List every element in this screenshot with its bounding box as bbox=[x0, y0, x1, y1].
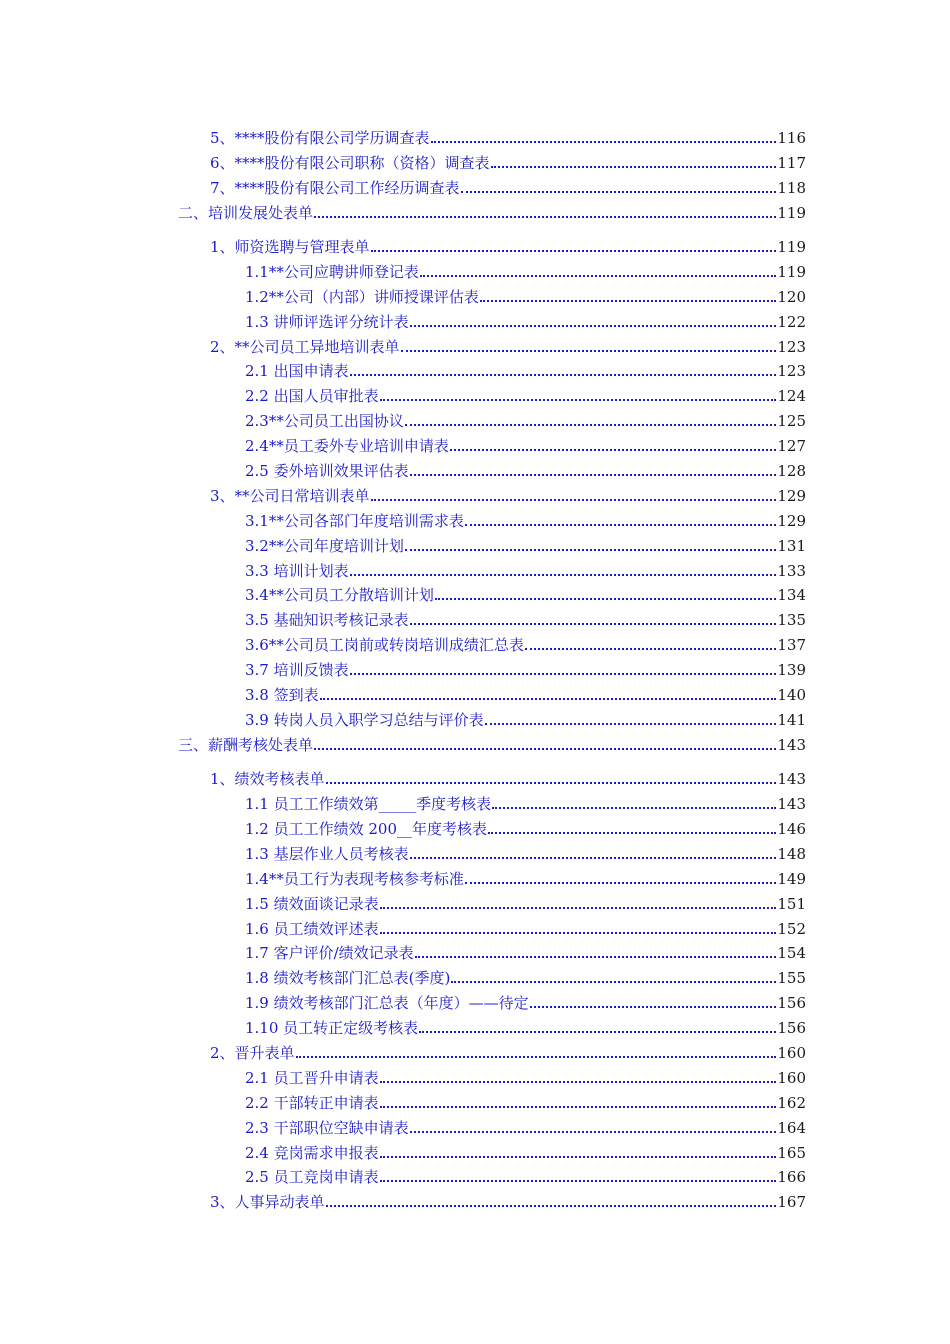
toc-entry-title: 2.1 出国申请表 bbox=[245, 362, 349, 381]
toc-page-number: 124 bbox=[777, 387, 806, 406]
toc-entry-level-2[interactable] bbox=[0, 964, 806, 989]
toc-page-number: 156 bbox=[777, 994, 806, 1013]
toc-entry-level-2[interactable] bbox=[0, 865, 806, 890]
toc-page-number: 127 bbox=[777, 437, 806, 456]
toc-dot-leader bbox=[314, 216, 776, 218]
toc-entry-level-2[interactable] bbox=[0, 507, 806, 532]
toc-entry-level-1[interactable] bbox=[0, 149, 806, 174]
toc-page-number: 137 bbox=[777, 636, 806, 655]
toc-entry-level-2[interactable] bbox=[0, 1014, 806, 1039]
toc-entry-title: 3、人事异动表单 bbox=[210, 1193, 325, 1212]
toc-entry-level-2[interactable] bbox=[0, 1064, 806, 1089]
toc-entry-title: 1.2**公司（内部）讲师授课评估表 bbox=[245, 287, 479, 306]
toc-entry-level-2[interactable] bbox=[0, 1089, 806, 1114]
toc-page-number: 128 bbox=[777, 461, 806, 480]
toc-entry-level-2[interactable] bbox=[0, 457, 806, 482]
toc-page-number: 123 bbox=[777, 362, 806, 381]
toc-dot-leader bbox=[401, 350, 777, 352]
toc-page-number: 143 bbox=[777, 795, 806, 814]
toc-entry-level-2[interactable] bbox=[0, 915, 806, 940]
toc-dot-leader bbox=[350, 673, 777, 675]
toc-entry-title: 1、师资选聘与管理表单 bbox=[210, 237, 370, 256]
toc-entry-title: 2.2 干部转正申请表 bbox=[245, 1093, 379, 1112]
toc-dot-leader bbox=[465, 524, 777, 526]
toc-dot-leader bbox=[410, 1131, 777, 1133]
toc-entry-level-1[interactable] bbox=[0, 482, 806, 507]
toc-page-number: 155 bbox=[777, 969, 806, 988]
toc-dot-leader bbox=[371, 499, 777, 501]
toc-entry-level-1[interactable] bbox=[0, 233, 806, 258]
toc-page-number: 140 bbox=[777, 685, 806, 704]
toc-page-number: 154 bbox=[777, 944, 806, 963]
toc-entry-title: 1、绩效考核表单 bbox=[210, 770, 325, 789]
toc-dot-leader bbox=[380, 1106, 777, 1108]
toc-entry-level-1[interactable] bbox=[0, 1188, 806, 1213]
toc-entry-level-0[interactable] bbox=[0, 199, 806, 224]
toc-page-number: 116 bbox=[777, 128, 806, 147]
toc-entry-level-0[interactable] bbox=[0, 731, 806, 756]
toc-entry-title: 1.7 客户评价/绩效记录表 bbox=[245, 944, 414, 963]
toc-page-number: 165 bbox=[777, 1143, 806, 1162]
toc-entry-level-2[interactable] bbox=[0, 606, 806, 631]
toc-dot-leader bbox=[350, 374, 777, 376]
toc-entry-title: 7、****股份有限公司工作经历调查表 bbox=[210, 178, 460, 197]
toc-dot-leader bbox=[491, 166, 777, 168]
toc-entry-title: 2.5 委外培训效果评估表 bbox=[245, 461, 409, 480]
toc-page-number: 143 bbox=[777, 770, 806, 789]
toc-entry-level-2[interactable] bbox=[0, 840, 806, 865]
toc-page-number: 160 bbox=[777, 1068, 806, 1087]
toc-dot-leader bbox=[410, 325, 777, 327]
toc-dot-leader bbox=[410, 474, 777, 476]
toc-entry-title: 二、培训发展处表单 bbox=[178, 203, 314, 222]
toc-entry-level-2[interactable] bbox=[0, 432, 806, 457]
toc-entry-title: 3.8 签到表 bbox=[245, 685, 319, 704]
toc-dot-leader bbox=[480, 300, 777, 302]
toc-dot-leader bbox=[380, 1156, 777, 1158]
toc-entry-title: 1.3 讲师评选评分统计表 bbox=[245, 312, 409, 331]
toc-page-number: 148 bbox=[777, 844, 806, 863]
toc-entry-level-2[interactable] bbox=[0, 258, 806, 283]
toc-entry-title: 三、薪酬考核处表单 bbox=[178, 735, 314, 754]
toc-entry-title: 1.3 基层作业人员考核表 bbox=[245, 844, 409, 863]
toc-entry-level-2[interactable] bbox=[0, 989, 806, 1014]
toc-entry-title: 1.5 绩效面谈记录表 bbox=[245, 894, 379, 913]
toc-entry-title: 3.4**公司员工分散培训计划 bbox=[245, 586, 434, 605]
toc-entry-title: 2.5 员工竞岗申请表 bbox=[245, 1168, 379, 1187]
toc-entry-title: 3.3 培训计划表 bbox=[245, 561, 349, 580]
toc-dot-leader bbox=[380, 907, 777, 909]
toc-page-number: 151 bbox=[777, 894, 806, 913]
toc-dot-leader bbox=[314, 748, 776, 750]
toc-entry-level-2[interactable] bbox=[0, 940, 806, 965]
toc-dot-leader bbox=[371, 250, 777, 252]
toc-entry-level-2[interactable] bbox=[0, 1164, 806, 1189]
toc-dot-leader bbox=[420, 275, 777, 277]
toc-dot-leader bbox=[525, 648, 777, 650]
toc-page-number: 120 bbox=[777, 287, 806, 306]
toc-entry-title: 3、**公司日常培训表单 bbox=[210, 486, 370, 505]
toc-entry-title: 1.6 员工绩效评述表 bbox=[245, 919, 379, 938]
toc-page-number: 135 bbox=[777, 611, 806, 630]
toc-dot-leader bbox=[415, 956, 777, 958]
toc-entry-level-2[interactable] bbox=[0, 557, 806, 582]
toc-entry-level-1[interactable] bbox=[0, 765, 806, 790]
toc-entry-title: 2.4**员工委外专业培训申请表 bbox=[245, 437, 449, 456]
toc-dot-leader bbox=[380, 1180, 777, 1182]
toc-entry-title: 2.2 出国人员审批表 bbox=[245, 387, 379, 406]
toc-dot-leader bbox=[488, 832, 776, 834]
toc-dot-leader bbox=[350, 574, 777, 576]
toc-page-number: 131 bbox=[777, 536, 806, 555]
toc-dot-leader bbox=[419, 1031, 776, 1033]
toc-entry-title: 3.5 基础知识考核记录表 bbox=[245, 611, 409, 630]
toc-entry-title: 5、****股份有限公司学历调查表 bbox=[210, 128, 430, 147]
toc-page-number: 149 bbox=[777, 869, 806, 888]
toc-page-number: 119 bbox=[777, 203, 806, 222]
toc-entry-level-1[interactable] bbox=[0, 333, 806, 358]
toc-entry-level-2[interactable] bbox=[0, 815, 806, 840]
table-of-contents bbox=[0, 124, 950, 1213]
toc-entry-title: 1.10 员工转正定级考核表 bbox=[245, 1019, 419, 1038]
toc-page-number: 119 bbox=[777, 262, 806, 281]
toc-page-number: 133 bbox=[777, 561, 806, 580]
toc-entry-title: 2.3**公司员工出国协议 bbox=[245, 412, 404, 431]
toc-entry-level-2[interactable] bbox=[0, 407, 806, 432]
toc-page-number: 167 bbox=[777, 1193, 806, 1212]
toc-page-number: 134 bbox=[777, 586, 806, 605]
toc-entry-level-2[interactable] bbox=[0, 706, 806, 731]
toc-entry-title: 2.3 干部职位空缺申请表 bbox=[245, 1118, 409, 1137]
toc-dot-leader bbox=[461, 191, 777, 193]
toc-entry-title: 1.9 绩效考核部门汇总表（年度）——待定 bbox=[245, 994, 529, 1013]
toc-entry-title: 3.2**公司年度培训计划 bbox=[245, 536, 404, 555]
toc-dot-leader bbox=[405, 549, 777, 551]
toc-dot-leader bbox=[326, 782, 777, 784]
toc-page-number: 122 bbox=[777, 312, 806, 331]
toc-dot-leader bbox=[485, 723, 777, 725]
toc-dot-leader bbox=[465, 882, 777, 884]
toc-entry-title: 3.1**公司各部门年度培训需求表 bbox=[245, 511, 464, 530]
toc-entry-level-2[interactable] bbox=[0, 582, 806, 607]
toc-dot-leader bbox=[435, 598, 777, 600]
toc-page-number: 152 bbox=[777, 919, 806, 938]
toc-dot-leader bbox=[320, 698, 777, 700]
toc-page-number: 166 bbox=[777, 1168, 806, 1187]
toc-entry-level-2[interactable] bbox=[0, 283, 806, 308]
toc-entry-level-2[interactable] bbox=[0, 382, 806, 407]
toc-page-number: 119 bbox=[777, 237, 806, 256]
toc-entry-title: 1.2 员工工作绩效 200__年度考核表 bbox=[245, 819, 488, 838]
toc-entry-level-2[interactable] bbox=[0, 1139, 806, 1164]
toc-entry-title: 1.8 绩效考核部门汇总表(季度) bbox=[245, 969, 451, 988]
toc-dot-leader bbox=[405, 424, 777, 426]
toc-page-number: 129 bbox=[777, 511, 806, 530]
toc-page-number: 139 bbox=[777, 661, 806, 680]
toc-dot-leader bbox=[492, 807, 776, 809]
toc-page-number: 143 bbox=[777, 735, 806, 754]
toc-entry-level-2[interactable] bbox=[0, 656, 806, 681]
toc-page-number: 162 bbox=[777, 1093, 806, 1112]
toc-dot-leader bbox=[451, 981, 776, 983]
toc-entry-title: 3.6**公司员工岗前或转岗培训成绩汇总表 bbox=[245, 636, 524, 655]
toc-entry-title: 3.9 转岗人员入职学习总结与评价表 bbox=[245, 710, 484, 729]
toc-entry-level-2[interactable] bbox=[0, 631, 806, 656]
toc-entry-title: 2、晋升表单 bbox=[210, 1043, 295, 1062]
toc-entry-title: 2.4 竞岗需求申报表 bbox=[245, 1143, 379, 1162]
toc-dot-leader bbox=[296, 1056, 777, 1058]
toc-page-number: 164 bbox=[777, 1118, 806, 1137]
toc-entry-title: 1.1**公司应聘讲师登记表 bbox=[245, 262, 419, 281]
toc-dot-leader bbox=[380, 932, 777, 934]
toc-dot-leader bbox=[380, 1081, 777, 1083]
toc-dot-leader bbox=[450, 449, 777, 451]
toc-dot-leader bbox=[380, 399, 777, 401]
toc-entry-level-2[interactable] bbox=[0, 308, 806, 333]
toc-entry-level-2[interactable] bbox=[0, 1114, 806, 1139]
toc-page-number: 146 bbox=[777, 819, 806, 838]
toc-entry-level-2[interactable] bbox=[0, 890, 806, 915]
toc-entry-level-1[interactable] bbox=[0, 174, 806, 199]
toc-page-number: 125 bbox=[777, 412, 806, 431]
toc-entry-level-1[interactable] bbox=[0, 124, 806, 149]
toc-dot-leader bbox=[326, 1205, 777, 1207]
toc-entry-level-2[interactable] bbox=[0, 790, 806, 815]
toc-dot-leader bbox=[410, 857, 777, 859]
toc-entry-title: 6、****股份有限公司职称（资格）调查表 bbox=[210, 153, 490, 172]
toc-entry-title: 1.4**员工行为表现考核参考标准 bbox=[245, 869, 464, 888]
toc-page-number: 141 bbox=[777, 710, 806, 729]
toc-entry-level-1[interactable] bbox=[0, 1039, 806, 1064]
toc-entry-title: 2、**公司员工异地培训表单 bbox=[210, 337, 400, 356]
toc-entry-level-2[interactable] bbox=[0, 681, 806, 706]
toc-entry-title: 1.1 员工工作绩效第_____季度考核表 bbox=[245, 795, 492, 814]
toc-entry-title: 2.1 员工晋升申请表 bbox=[245, 1068, 379, 1087]
toc-page-number: 123 bbox=[777, 337, 806, 356]
toc-entry-title: 3.7 培训反馈表 bbox=[245, 661, 349, 680]
toc-page-number: 160 bbox=[777, 1043, 806, 1062]
toc-page-number: 118 bbox=[777, 178, 806, 197]
toc-dot-leader bbox=[410, 623, 777, 625]
toc-dot-leader bbox=[530, 1006, 777, 1008]
toc-dot-leader bbox=[431, 141, 777, 143]
toc-page-number: 156 bbox=[777, 1019, 806, 1038]
toc-page-number: 117 bbox=[777, 153, 806, 172]
toc-page-number: 129 bbox=[777, 486, 806, 505]
toc-entry-level-2[interactable] bbox=[0, 358, 806, 383]
toc-entry-level-2[interactable] bbox=[0, 532, 806, 557]
